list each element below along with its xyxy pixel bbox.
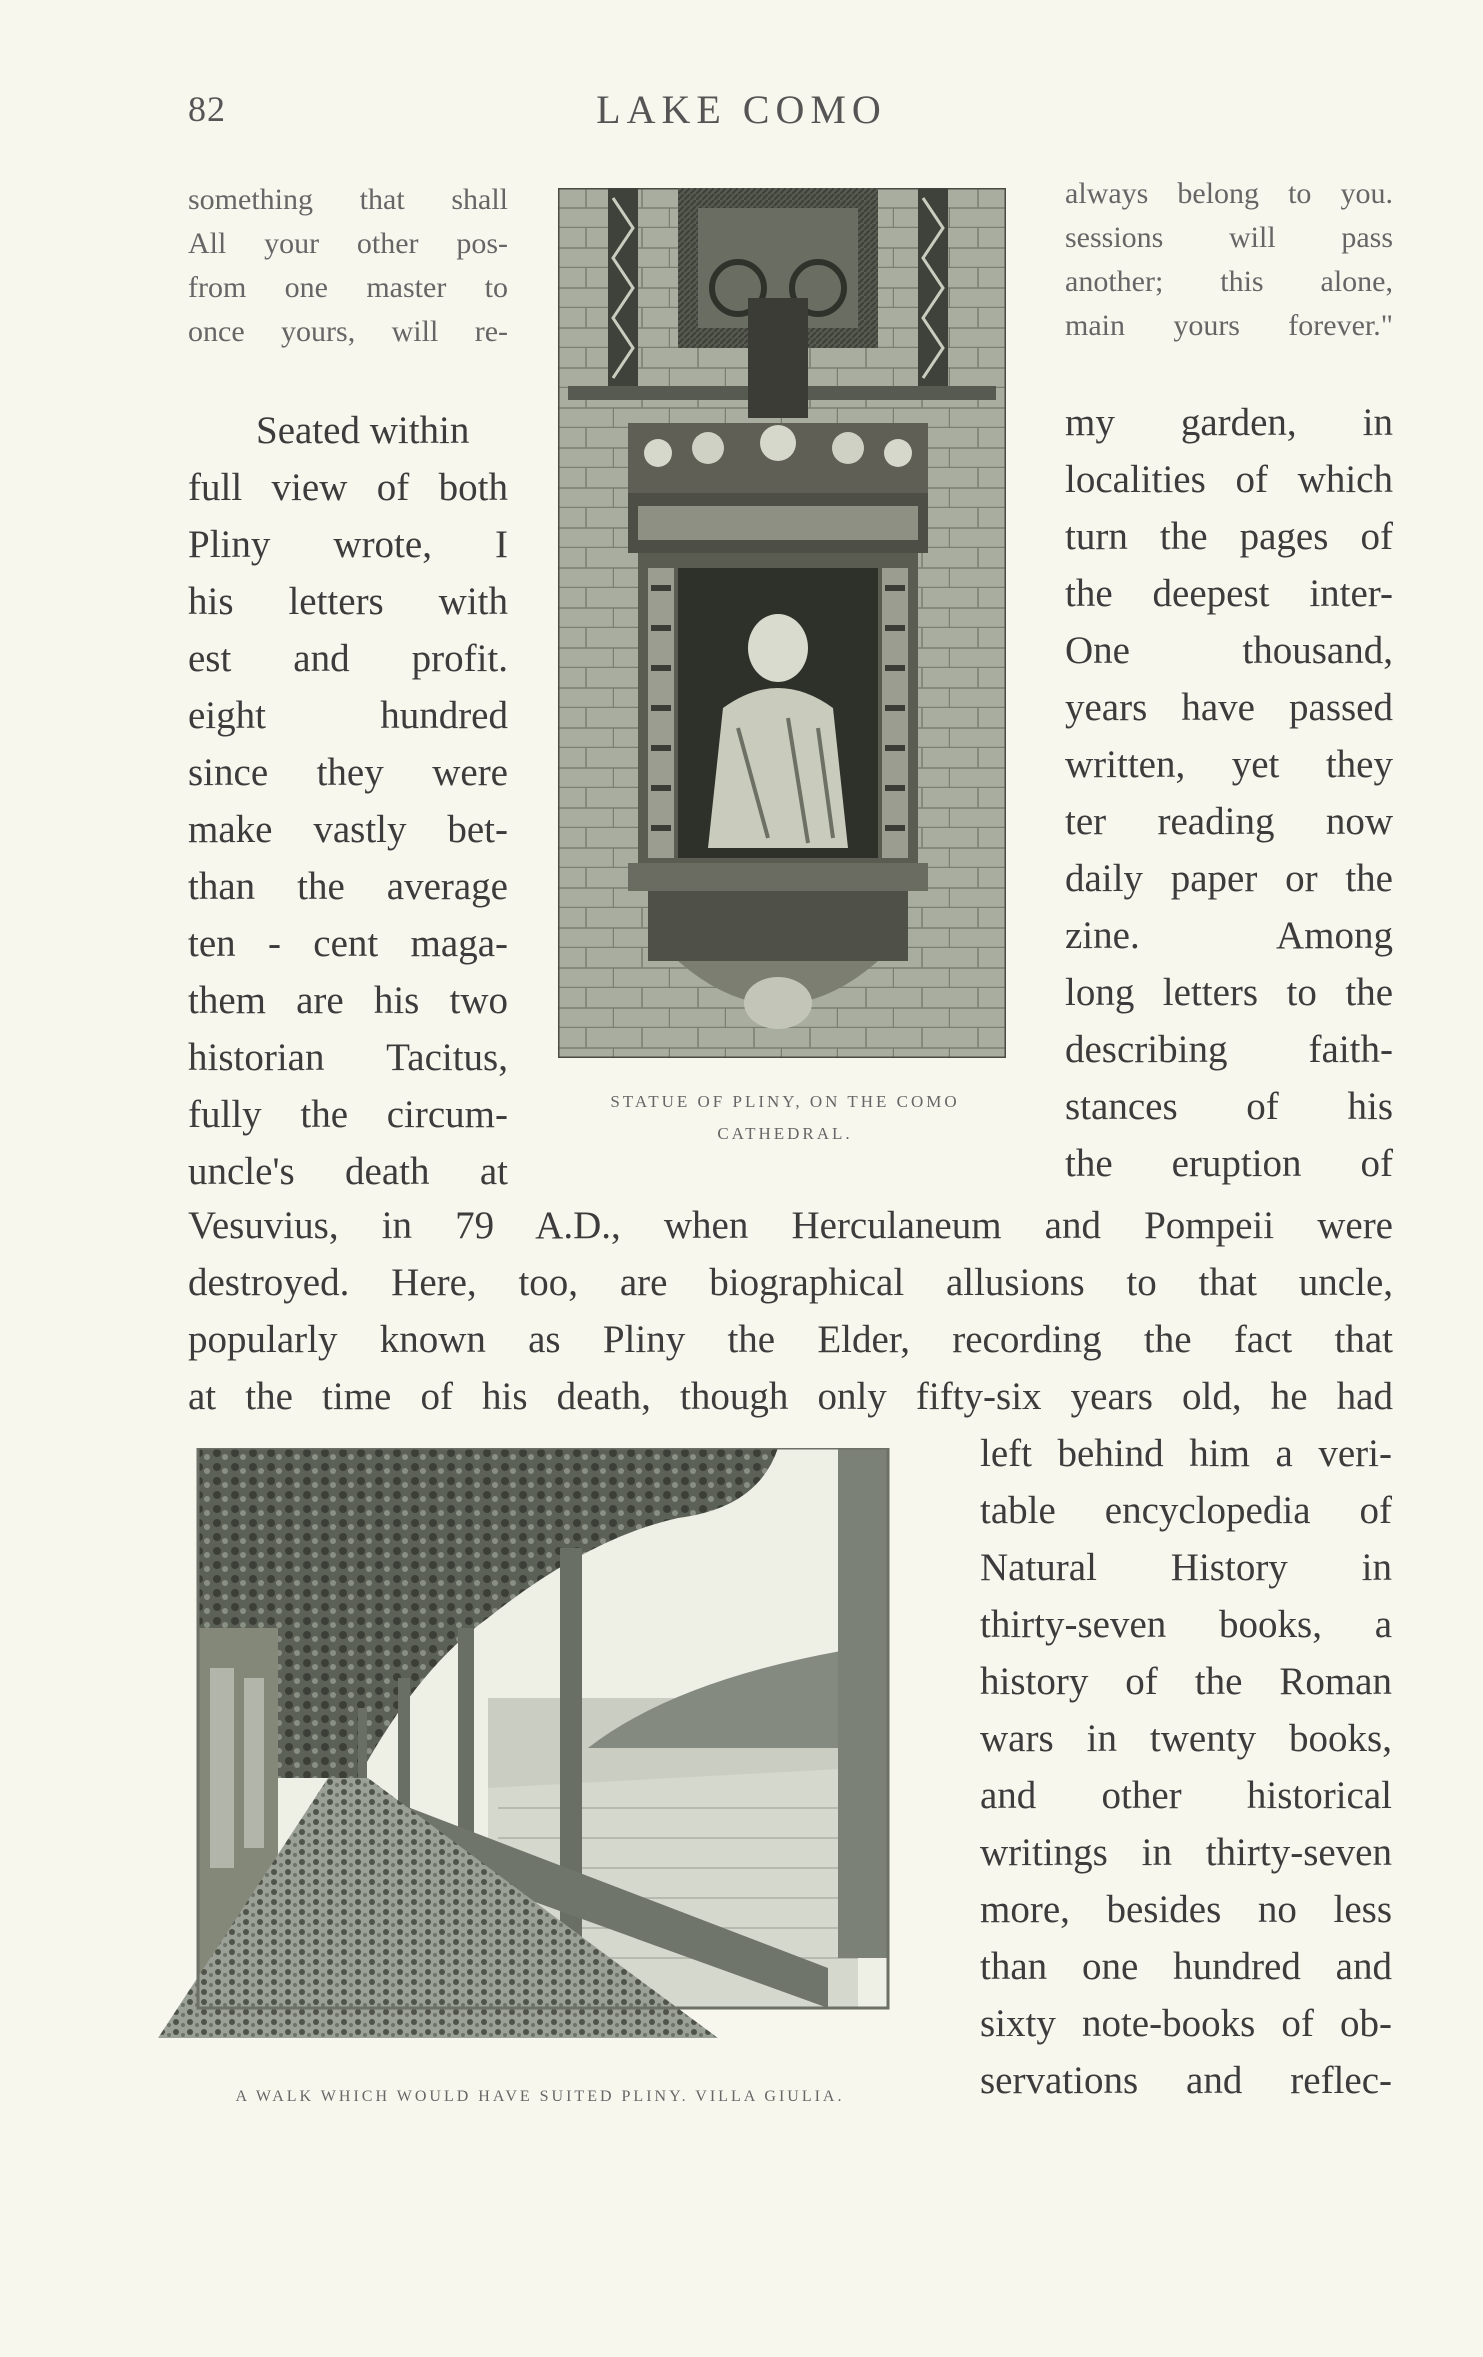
body-right-line: written, yet they — [1065, 743, 1393, 786]
walk-image — [158, 1448, 928, 2038]
statue-caption-line1: STATUE OF PLINY, ON THE COMO — [610, 1092, 960, 1111]
lower-right-line: and other historical — [980, 1774, 1392, 1817]
body-left-line: uncle's death at — [188, 1150, 508, 1193]
body-left-line: them are his two — [188, 979, 508, 1022]
body-left-line: make vastly bet- — [188, 808, 508, 851]
walk-illustration — [158, 1448, 928, 2038]
top-left-line: once yours, will re- — [188, 315, 508, 348]
body-right-line: describing faith- — [1065, 1028, 1393, 1071]
top-left-line: something that shall — [188, 183, 508, 216]
lower-right-line: Natural History in — [980, 1546, 1392, 1589]
body-left-line: ten - cent maga- — [188, 922, 508, 965]
body-left-line: eight hundred — [188, 694, 508, 737]
statue-image — [558, 188, 1006, 1058]
body-right-line: One thousand, — [1065, 629, 1393, 672]
lower-right-line: sixty note-books of ob- — [980, 2002, 1392, 2045]
statue-caption-line2: CATHEDRAL. — [717, 1124, 853, 1143]
body-right-line: turn the pages of — [1065, 515, 1393, 558]
lower-right-line: history of the Roman — [980, 1660, 1392, 1703]
body-right-line: stances of his — [1065, 1085, 1393, 1128]
full-width-line: Vesuvius, in 79 A.D., when Herculaneum and Pompeii were — [188, 1204, 1393, 1247]
body-right-line: zine. Among — [1065, 914, 1393, 957]
lower-right-line: left behind him a veri- — [980, 1432, 1392, 1475]
body-right-line: daily paper or the — [1065, 857, 1393, 900]
body-left-line: full view of both — [188, 466, 508, 509]
full-width-line: at the time of his death, though only fifty-six years old, he had — [188, 1375, 1393, 1418]
body-left-line: since they were — [188, 751, 508, 794]
body-right-line: years have passed — [1065, 686, 1393, 729]
top-right-line: always belong to you. — [1065, 177, 1393, 210]
body-left-line: fully the circum- — [188, 1093, 508, 1136]
body-left-line: Pliny wrote, I — [188, 523, 508, 566]
lower-right-line: wars in twenty books, — [980, 1717, 1392, 1760]
body-right-line: localities of which — [1065, 458, 1393, 501]
page-number: 82 — [188, 89, 226, 129]
lower-right-line: servations and reflec- — [980, 2059, 1392, 2102]
full-width-line: destroyed. Here, too, are biographical allusions to that uncle, — [188, 1261, 1393, 1304]
body-left-line: historian Tacitus, — [188, 1036, 508, 1079]
top-left-line: from one master to — [188, 271, 508, 304]
lower-right-line: more, besides no less — [980, 1888, 1392, 1931]
body-right-line: the deepest inter- — [1065, 572, 1393, 615]
body-right-line: the eruption of — [1065, 1142, 1393, 1185]
statue-illustration — [558, 188, 1006, 1058]
body-right-line: my garden, in — [1065, 401, 1393, 444]
top-right-line: another; this alone, — [1065, 265, 1393, 298]
top-right-line: main yours forever." — [1065, 309, 1393, 342]
top-left-line: All your other pos- — [188, 227, 508, 260]
walk-caption: A WALK WHICH WOULD HAVE SUITED PLINY. VILLA GIULIA. — [235, 2088, 845, 2105]
lower-right-line: table encyclopedia of — [980, 1489, 1392, 1532]
top-right-line: sessions will pass — [1065, 221, 1393, 254]
lower-right-line: writings in thirty-seven — [980, 1831, 1392, 1874]
body-left-line: his letters with — [188, 580, 508, 623]
body-left-line: est and profit. — [188, 637, 508, 680]
body-left-line: Seated within — [256, 409, 470, 452]
lower-right-line: thirty-seven books, a — [980, 1603, 1392, 1646]
body-left-line: than the average — [188, 865, 508, 908]
full-width-line: popularly known as Pliny the Elder, recording the fact that — [188, 1318, 1393, 1361]
lower-right-line: than one hundred and — [980, 1945, 1392, 1988]
running-title: LAKE COMO — [596, 87, 887, 132]
body-right-line: long letters to the — [1065, 971, 1393, 1014]
body-right-line: ter reading now — [1065, 800, 1393, 843]
